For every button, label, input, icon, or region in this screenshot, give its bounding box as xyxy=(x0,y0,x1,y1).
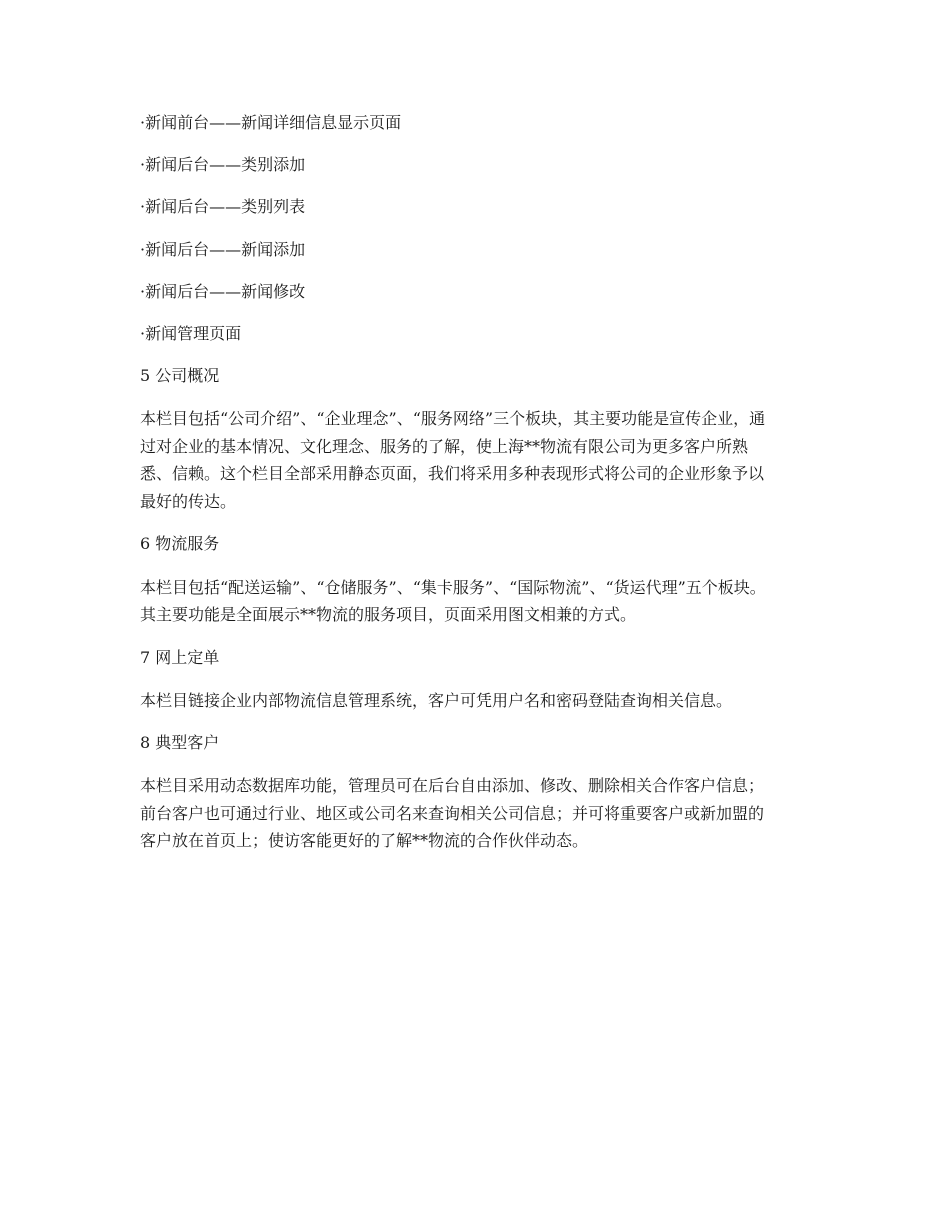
list-item: ·新闻后台——类别添加 xyxy=(140,155,306,175)
section-body-company-overview xyxy=(140,405,812,515)
paragraph-line: 本栏目采用动态数据库功能，管理员可在后台自由添加、修改、删除相关合作客户信息； xyxy=(140,776,765,796)
paragraph-line: 客户放在首页上；使访客能更好的了解**物流的合作伙伴动态。 xyxy=(140,831,589,851)
paragraph-line: 悉、信赖。这个栏目全部采用静态页面，我们将采用多种表现形式将公司的企业形象予以 xyxy=(140,464,765,484)
list-item: ·新闻管理页面 xyxy=(140,323,242,343)
section-body-online-orders xyxy=(140,687,812,715)
section-heading-logistics-services: 6 物流服务 xyxy=(140,534,220,554)
paragraph-line: 前台客户也可通过行业、地区或公司名来查询相关公司信息；并可将重要客户或新加盟的 xyxy=(140,803,765,823)
list-item: ·新闻后台——新闻添加 xyxy=(140,239,306,259)
list-item: ·新闻后台——类别列表 xyxy=(140,197,306,217)
list-item: ·新闻前台——新闻详细信息显示页面 xyxy=(140,113,402,132)
section-heading-typical-clients: 8 典型客户 xyxy=(140,733,220,753)
document-page xyxy=(140,110,812,871)
paragraph-line: 本栏目包括“配送运输”、“仓储服务”、“集卡服务”、“国际物流”、“货运代理”五个板块。 xyxy=(140,577,766,597)
paragraph-line: 最好的传达。 xyxy=(140,491,237,511)
section-body-typical-clients xyxy=(140,772,812,855)
list-item: ·新闻后台——新闻修改 xyxy=(140,281,306,301)
paragraph-line: 其主要功能是全面展示**物流的服务项目，页面采用图文相兼的方式。 xyxy=(140,605,637,624)
paragraph-line: 本栏目链接企业内部物流信息管理系统，客户可凭用户名和密码登陆查询相关信息。 xyxy=(140,690,733,710)
section-heading-online-orders: 7 网上定单 xyxy=(140,647,220,667)
section-body-logistics-services xyxy=(140,574,812,629)
paragraph-line: 本栏目包括“公司介绍”、“企业理念”、“服务网络”三个板块，其主要功能是宣传企业，通 xyxy=(140,409,766,429)
paragraph-line: 过对企业的基本情况、文化理念、服务的了解，使上海**物流有限公司为更多客户所熟 xyxy=(140,436,749,456)
section-heading-company-overview: 5 公司概况 xyxy=(140,366,220,386)
